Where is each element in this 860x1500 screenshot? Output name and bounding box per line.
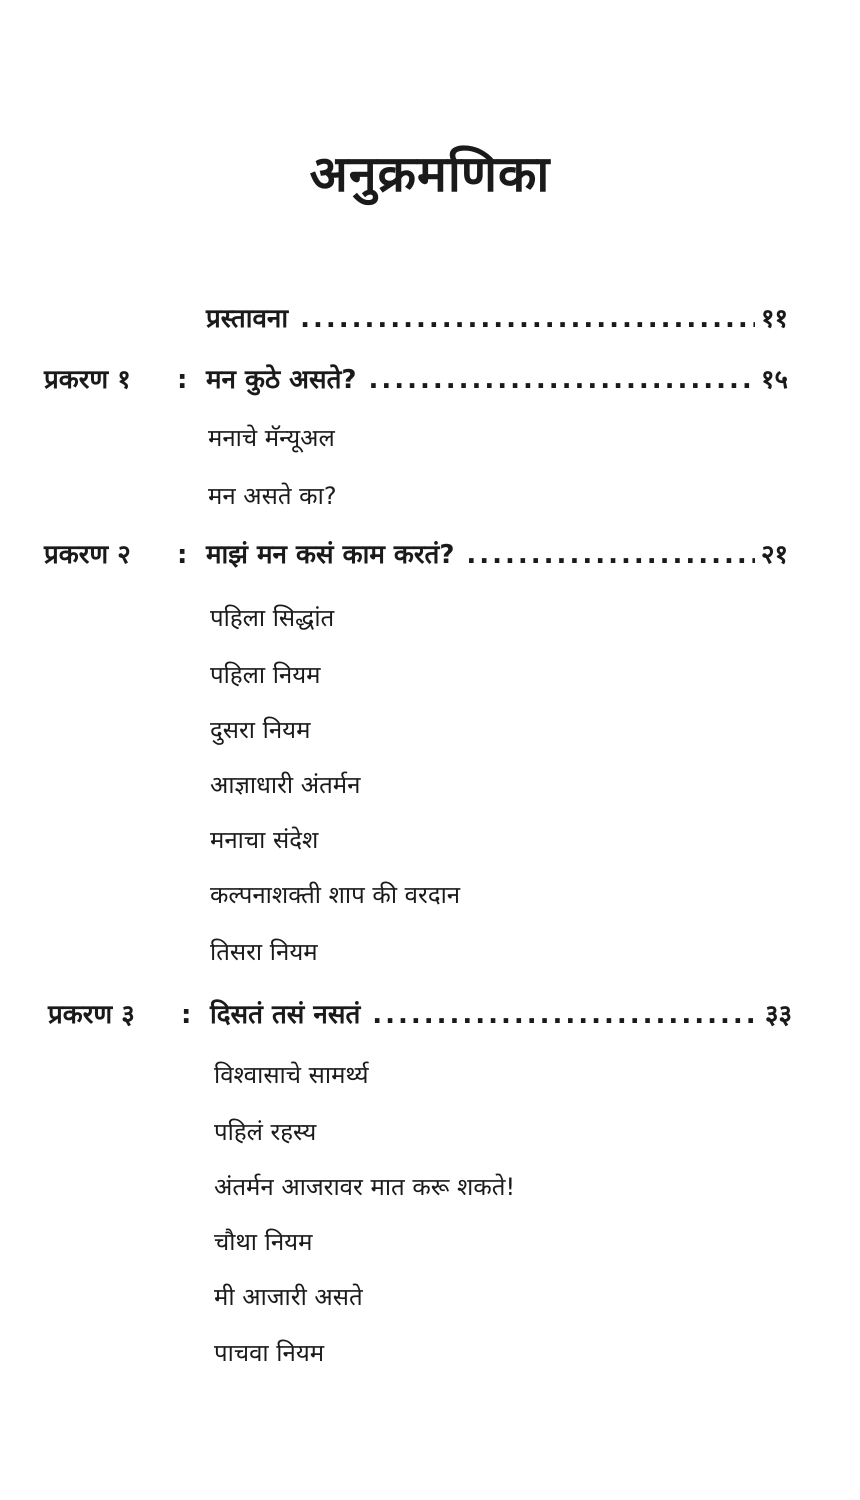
toc-section[interactable]: पाचवा नियम [214,1339,325,1367]
toc-section[interactable]: पहिलं रहस्य [214,1118,317,1146]
entry-title: प्रस्तावना [206,304,289,334]
entry-title: माझं मन कसं काम करतं? [206,540,455,570]
toc-section[interactable]: चौथा नियम [214,1228,313,1256]
toc-entry-chapter-1[interactable] [44,357,788,403]
toc-section[interactable]: दुसरा नियम [210,716,311,744]
chapter-separator: : [177,540,188,570]
dot-leader [300,296,755,342]
entry-title: मन कुठे असते? [206,365,357,395]
chapter-label: प्रकरण ३ [48,1000,135,1030]
toc-entry-preface[interactable] [44,296,788,342]
toc-section[interactable]: पहिला नियम [210,661,321,689]
toc-entry-chapter-2[interactable] [44,532,788,578]
dot-leader [369,357,755,403]
page-title: अनुक्रमणिका [309,145,551,203]
page-number: १५ [760,365,788,395]
toc-section[interactable]: मन असते का? [208,482,337,510]
toc-section[interactable]: मनाचे मॅन्यूअल [208,424,335,452]
toc-section[interactable]: तिसरा नियम [210,938,318,966]
toc-section[interactable]: कल्पनाशक्ती शाप की वरदान [210,881,461,909]
chapter-separator: : [177,365,188,395]
toc-section[interactable]: पहिला सिद्धांत [210,604,335,632]
page-number: २१ [760,540,788,570]
chapter-label: प्रकरण १ [44,365,131,395]
toc-section[interactable]: मनाचा संदेश [210,826,319,854]
chapter-label: प्रकरण २ [44,540,131,570]
toc-section[interactable]: मी आजारी असते [214,1283,363,1311]
toc-section[interactable]: आज्ञाधारी अंतर्मन [210,771,361,799]
toc-section[interactable]: विश्वासाचे सामर्थ्य [214,1061,369,1089]
toc-section[interactable]: अंतर्मन आजरावर मात करू शकते! [214,1173,516,1201]
page-number: ११ [760,304,788,334]
dot-leader [466,532,755,578]
page-number: ३३ [764,1000,792,1030]
entry-title: दिसतं तसं नसतं [210,1000,361,1030]
dot-leader [372,992,759,1038]
toc-entry-chapter-3[interactable] [48,992,792,1038]
chapter-separator: : [181,1000,192,1030]
